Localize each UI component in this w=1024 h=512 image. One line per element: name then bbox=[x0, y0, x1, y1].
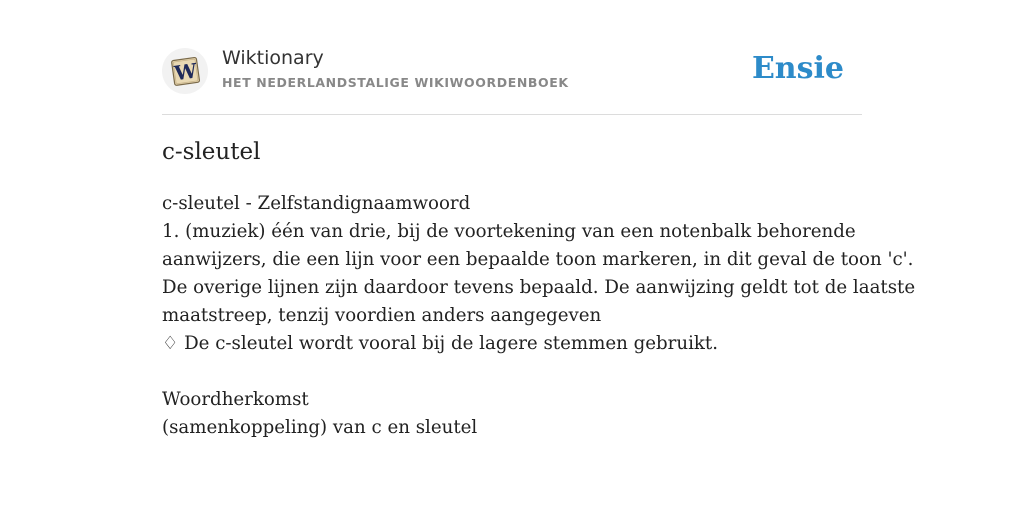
site-tagline: HET NEDERLANDSTALIGE WIKIWOORDENBOEK bbox=[222, 75, 569, 90]
definition-line: De overige lijnen zijn daardoor tevens bepaald. De aanwijzing geldt tot de laatste bbox=[162, 277, 916, 298]
logo-letter: W bbox=[172, 58, 199, 86]
ensie-brand-logo[interactable]: Ensie bbox=[751, 51, 844, 86]
etymology-text: (samenkoppeling) van c en sleutel bbox=[162, 417, 478, 438]
definition-line: 1. (muziek) één van drie, bij de voortekening van een notenbalk behorende bbox=[162, 221, 856, 242]
etymology-heading: Woordherkomst bbox=[162, 389, 309, 410]
definition-line: aanwijzers, die een lijn voor een bepaalde toon markeren, in dit geval de toon 'c'. bbox=[162, 249, 914, 270]
definition-body bbox=[162, 190, 916, 442]
page-title: c-sleutel bbox=[162, 139, 261, 165]
spacer bbox=[162, 358, 872, 386]
site-name[interactable]: Wiktionary bbox=[222, 47, 324, 69]
definition-line: maatstreep, tenzij voordien anders aangegeven bbox=[162, 305, 602, 326]
entry-content bbox=[162, 136, 916, 442]
example-sentence: ♢ De c-sleutel wordt vooral bij de lagere stemmen gebruikt. bbox=[162, 333, 719, 354]
definition-header: c-sleutel - Zelfstandignaamwoord bbox=[162, 193, 471, 214]
site-header bbox=[162, 46, 862, 115]
wiktionary-logo-icon[interactable] bbox=[162, 48, 208, 94]
